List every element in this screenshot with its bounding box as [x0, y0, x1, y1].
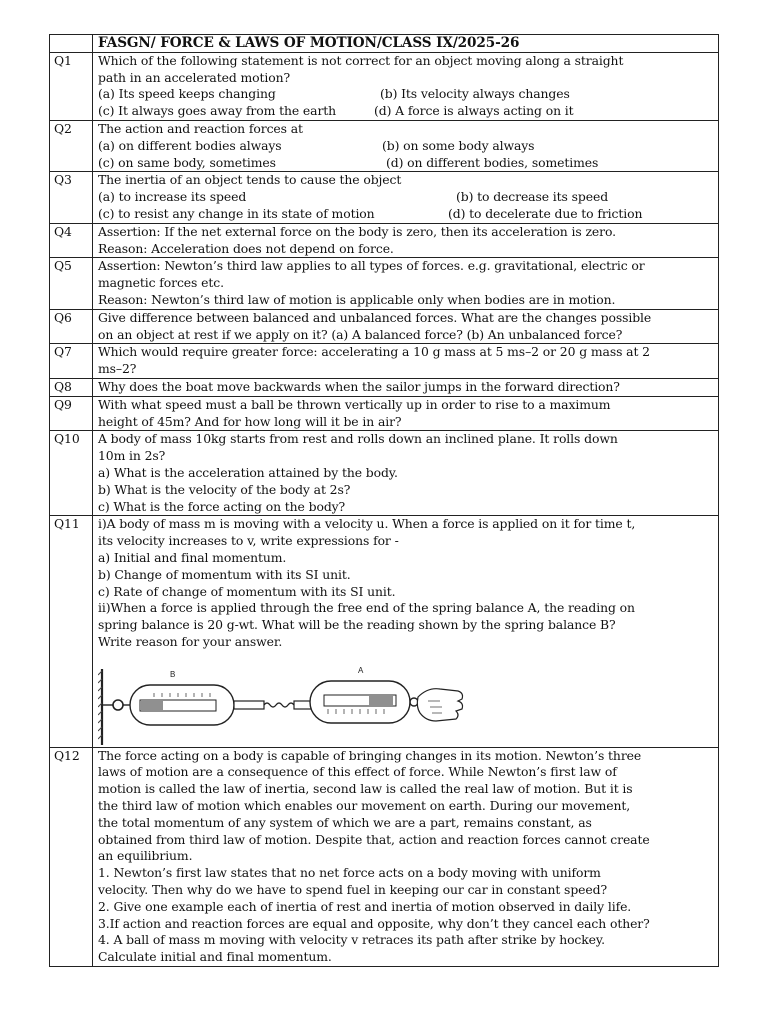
question-row [50, 516, 719, 747]
balance-a-label: A [358, 665, 364, 675]
question-row [50, 52, 719, 120]
question-line: spring balance is 20 g-wt. What will be the reading shown by the spring balance B? [98, 617, 616, 633]
question-line: 2. Give one example each of inertia of rest and inertia of motion observed in daily life. [98, 898, 632, 914]
question-line: a) Initial and final momentum. [98, 549, 287, 565]
question-row [50, 344, 719, 379]
question-line: height of 45m? And for how long will it be in air? [98, 413, 402, 429]
question-number: Q8 [50, 378, 93, 396]
question-number: Q9 [50, 396, 93, 431]
question-row [50, 431, 719, 516]
question-line: Reason: Acceleration does not depend on force. [98, 240, 394, 256]
question-line: i)A body of mass m is moving with a velocity u. When a force is applied on it for time t, [98, 516, 636, 532]
question-line: Why does the boat move backwards when the sailor jumps in the forward direction? [98, 378, 620, 394]
question-line: 3.If action and reaction forces are equal and opposite, why don’t they cancel each other? [98, 915, 650, 931]
question-row [50, 223, 719, 258]
option-b: (b) to decrease its speed [456, 189, 609, 205]
worksheet-title: FASGN/ FORCE & LAWS OF MOTION/CLASS IX/2025-26 [93, 35, 719, 53]
question-line: A body of mass 10kg starts from rest and rolls down an inclined plane. It rolls down [98, 431, 618, 447]
question-line: motion is called the law of inertia, second law is called the real law of motion. But it is [98, 781, 633, 797]
option-row [98, 138, 714, 155]
question-row [50, 258, 719, 309]
question-line: a) What is the acceleration attained by the body. [98, 464, 398, 480]
option-row [98, 103, 714, 120]
question-text [93, 747, 719, 966]
question-line: The inertia of an object tends to cause the object [98, 172, 402, 188]
question-number: Q11 [50, 516, 93, 747]
question-line: Assertion: Newton’s third law applies to all types of forces. e.g. gravitational, electric or [98, 258, 645, 274]
question-line: laws of motion are a consequence of this effect of force. While Newton’s first law of [98, 764, 617, 780]
question-line: 4. A ball of mass m moving with velocity v retraces its path after strike by hockey. [98, 932, 606, 948]
question-row [50, 309, 719, 344]
question-text [93, 52, 719, 120]
question-number: Q2 [50, 120, 93, 171]
question-line: b) Change of momentum with its SI unit. [98, 566, 351, 582]
option-b: (b) on some body always [382, 137, 535, 153]
question-line: Write reason for your answer. [98, 633, 283, 649]
option-c: (c) to resist any change in its state of motion [98, 205, 375, 221]
connecting-rod [234, 701, 264, 709]
option-c: (c) on same body, sometimes [98, 154, 276, 170]
option-a: (a) to increase its speed [98, 189, 247, 205]
option-a: (a) on different bodies always [98, 137, 282, 153]
wall-hook-ring [113, 700, 123, 710]
option-d: (d) A force is always acting on it [374, 103, 574, 119]
question-row [50, 747, 719, 966]
question-line: Reason: Newton’s third law of motion is applicable only when bodies are in motion. [98, 291, 616, 307]
header-blank-cell [50, 35, 93, 53]
balance-b-slot [140, 700, 216, 711]
spring-balance-diagram [98, 651, 478, 747]
option-row [98, 206, 714, 223]
option-c: (c) It always goes away from the earth [98, 103, 337, 119]
option-row [98, 155, 714, 172]
question-line: the third law of motion which enables our movement on earth. During our movement, [98, 798, 631, 814]
question-line: magnetic forces etc. [98, 275, 224, 291]
question-line: the total momentum of any system of which we are a part, remains constant, as [98, 814, 592, 830]
option-a: (a) Its speed keeps changing [98, 86, 276, 102]
question-text [93, 516, 719, 747]
question-line: c) What is the force acting on the body? [98, 498, 346, 514]
question-row [50, 172, 719, 223]
question-line: Calculate initial and final momentum. [98, 949, 332, 965]
option-row [98, 86, 714, 103]
pulling-hand-icon [417, 688, 462, 720]
question-number: Q7 [50, 344, 93, 379]
question-line: obtained from third law of motion. Despite that, action and reaction forces cannot create [98, 831, 650, 847]
worksheet-table [49, 34, 719, 967]
question-line: ii)When a force is applied through the free end of the spring balance A, the reading on [98, 600, 635, 616]
question-row [50, 378, 719, 396]
question-line: The force acting on a body is capable of bringing changes in its motion. Newton’s three [98, 747, 642, 763]
question-line: The action and reaction forces at [98, 120, 303, 136]
option-b: (b) Its velocity always changes [380, 86, 570, 102]
balance-a-slot [324, 695, 396, 706]
question-number: Q10 [50, 431, 93, 516]
spring-balance-figure [98, 651, 714, 747]
question-number: Q12 [50, 747, 93, 966]
question-line: Give difference between balanced and unbalanced forces. What are the changes possible [98, 309, 652, 325]
header-row [50, 35, 719, 53]
question-line: c) Rate of change of momentum with its SI unit. [98, 583, 396, 599]
question-row [50, 396, 719, 431]
question-text [93, 223, 719, 258]
question-line: path in an accelerated motion? [98, 69, 291, 85]
question-line: 1. Newton’s first law states that no net force acts on a body moving with uniform [98, 865, 601, 881]
question-line: on an object at rest if we apply on it? (a) A balanced force? (b) An unbalanced force? [98, 326, 623, 342]
question-line: an equilibrium. [98, 848, 193, 864]
question-text [93, 172, 719, 223]
question-text [93, 120, 719, 171]
question-text [93, 344, 719, 379]
question-text [93, 258, 719, 309]
question-line: Assertion: If the net external force on the body is zero, then its acceleration is zero. [98, 223, 616, 239]
question-number: Q6 [50, 309, 93, 344]
question-text [93, 309, 719, 344]
question-number: Q3 [50, 172, 93, 223]
question-text [93, 378, 719, 396]
question-number: Q4 [50, 223, 93, 258]
question-line: velocity. Then why do we have to spend fuel in keeping our car in constant speed? [98, 882, 607, 898]
question-line: 10m in 2s? [98, 448, 166, 464]
question-line: Which of the following statement is not correct for an object moving along a straight [98, 52, 624, 68]
question-line: b) What is the velocity of the body at 2s? [98, 481, 351, 497]
question-number: Q1 [50, 52, 93, 120]
question-line: Which would require greater force: accelerating a 10 g mass at 5 ms–2 or 20 g mass at 2 [98, 344, 650, 360]
option-row [98, 189, 714, 206]
question-text [93, 396, 719, 431]
question-line: With what speed must a ball be thrown vertically up in order to rise to a maximum [98, 396, 611, 412]
question-text [93, 431, 719, 516]
option-d: (d) on different bodies, sometimes [386, 154, 599, 170]
question-line: ms–2? [98, 361, 137, 377]
question-line: its velocity increases to v, write expressions for - [98, 533, 399, 549]
balance-b-label: B [170, 669, 176, 679]
question-row [50, 120, 719, 171]
question-number: Q5 [50, 258, 93, 309]
option-d: (d) to decelerate due to friction [448, 205, 643, 221]
